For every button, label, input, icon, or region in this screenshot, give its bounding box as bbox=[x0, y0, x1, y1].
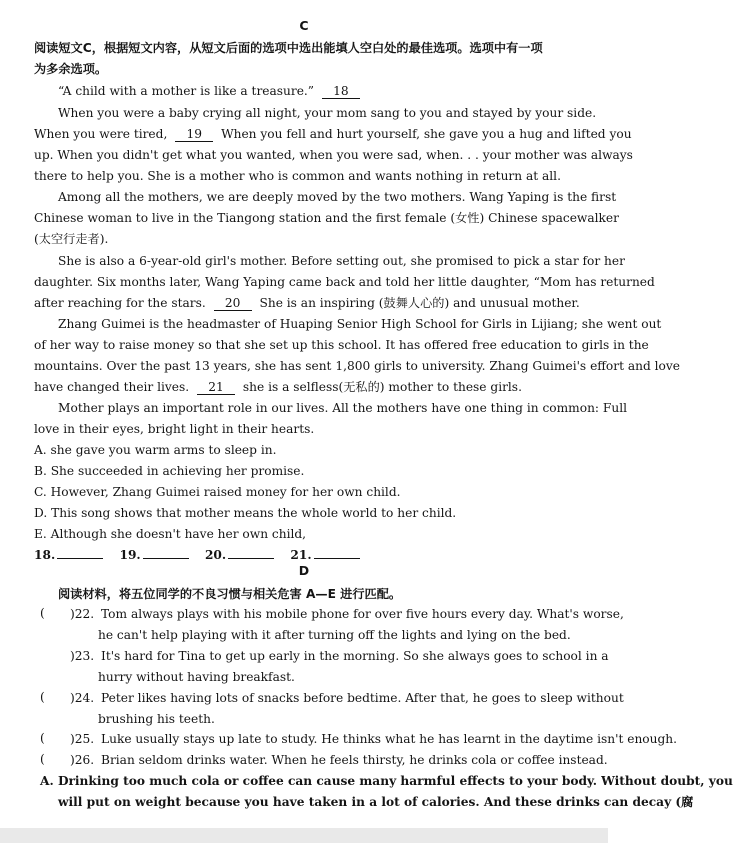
passage-line: love in their eyes, bright light in their hearts. bbox=[34, 422, 315, 436]
question-text: brushing his teeth. bbox=[98, 712, 215, 726]
question-text: Brian seldom drinks water. When he feels thirsty, he drinks cola or coffee instead. bbox=[101, 753, 608, 767]
passage-text: have changed their lives. bbox=[34, 380, 190, 394]
option-a: A. she gave you warm arms to sleep in. bbox=[34, 443, 277, 457]
question-number: )22. bbox=[70, 607, 95, 621]
passage-text: When you were tired, bbox=[34, 127, 168, 141]
answer-label-20: 20. bbox=[204, 548, 227, 562]
question-number: )26. bbox=[70, 753, 95, 767]
question-text: Peter likes having lots of snacks before bedtime. After that, he goes to sleep without bbox=[101, 691, 624, 705]
passage-line: up. When you didn't get what you wanted, when you were sad, when. . . your mother was always bbox=[34, 148, 633, 162]
question-number: )23. bbox=[70, 649, 95, 663]
passage-line: daughter. Six months later, Wang Yaping came back and told her little daughter, “Mom has returned bbox=[34, 275, 655, 289]
match-option-a-cont: will put on weight because you have taken in a lot of calories. And these drinks can decay (腐 bbox=[58, 795, 694, 809]
passage-line: Zhang Guimei is the headmaster of Huaping Senior High School for Girls in Lijiang; she went out bbox=[58, 317, 662, 331]
section-d-heading: D bbox=[298, 563, 310, 578]
section-d-instruction: 阅读材料，将五位同学的不良习惯与相关危害 A—E 进行匹配。 bbox=[58, 587, 402, 601]
passage-line: mountains. Over the past 13 years, she has sent 1,800 girls to university. Zhang Guimei's effort and love bbox=[34, 359, 680, 373]
blank-18: 18 bbox=[322, 84, 360, 99]
passage-text: she is a selfless(无私的) mother to these girls. bbox=[242, 380, 522, 394]
passage-text: after reaching for the stars. bbox=[34, 296, 206, 310]
answer-field-18[interactable] bbox=[57, 546, 103, 559]
passage-text: She is an inspiring (鼓舞人心的) and unusual mother. bbox=[259, 296, 580, 310]
passage-text: When you fell and hurt yourself, she gave you a hug and lifted you bbox=[221, 127, 632, 141]
blank-20: 20 bbox=[214, 296, 252, 311]
passage-line: Among all the mothers, we are deeply moved by the two mothers. Wang Yaping is the first bbox=[58, 190, 617, 204]
passage-line: Chinese woman to live in the Tiangong station and the first female (女性) Chinese spacewalker bbox=[34, 211, 619, 225]
answer-field-20[interactable] bbox=[228, 546, 274, 559]
option-c: C. However, Zhang Guimei raised money for her own child. bbox=[34, 485, 401, 499]
answer-paren[interactable]: ( bbox=[40, 606, 45, 620]
answer-paren[interactable]: ( bbox=[40, 731, 45, 745]
passage-line: there to help you. She is a mother who is common and wants nothing in return at all. bbox=[34, 169, 561, 183]
option-d: D. This song shows that mother means the whole world to her child. bbox=[34, 506, 457, 520]
match-option-a: A. Drinking too much cola or coffee can cause many harmful effects to your body. Without doubt, you bbox=[40, 774, 733, 788]
answer-label-21: 21. bbox=[290, 548, 312, 562]
section-c-instruction: 阅读短文C，根据短文内容，从短文后面的选项中选出能填人空白处的最佳选项。选项中有一项 bbox=[34, 41, 543, 55]
passage-line: of her way to raise money so that she set up this school. It has offered free education to girls in the bbox=[34, 338, 649, 352]
passage-line: (太空行走者). bbox=[34, 232, 109, 246]
passage-line: Mother plays an important role in our lives. All the mothers have one thing in common: Full bbox=[58, 401, 628, 415]
passage-line: She is also a 6-year-old girl's mother. Before setting out, she promised to pick a star for her bbox=[58, 254, 625, 268]
question-number: )25. bbox=[70, 732, 95, 746]
passage-quote: “A child with a mother is like a treasure.” bbox=[58, 84, 315, 98]
answer-label-18: 18. bbox=[34, 548, 56, 562]
blank-21: 21 bbox=[197, 380, 235, 395]
blank-19: 19 bbox=[175, 127, 213, 142]
option-e: E. Although she doesn't have her own child, bbox=[34, 527, 307, 541]
page-bottom-strip bbox=[0, 828, 608, 843]
passage-line bbox=[34, 377, 582, 397]
question-text: It's hard for Tina to get up early in the morning. So she always goes to school in a bbox=[101, 649, 609, 663]
question-number: )24. bbox=[70, 691, 95, 705]
answer-label-19: 19. bbox=[119, 548, 141, 562]
answer-field-21[interactable] bbox=[314, 546, 360, 559]
answer-row bbox=[34, 545, 582, 565]
question-text: Tom always plays with his mobile phone for over five hours every day. What's worse, bbox=[101, 607, 624, 621]
answer-paren[interactable]: ( bbox=[40, 690, 45, 704]
section-c-instruction-cont: 为多余选项。 bbox=[34, 62, 108, 76]
passage-quote-line bbox=[58, 81, 582, 101]
passage-line: When you were a baby crying all night, your mom sang to you and stayed by your side. bbox=[58, 106, 597, 120]
option-b: B. She succeeded in achieving her promise. bbox=[34, 464, 305, 478]
question-text: hurry without having breakfast. bbox=[98, 670, 295, 684]
question-text: Luke usually stays up late to study. He thinks what he has learnt in the daytime isn't enough. bbox=[101, 732, 678, 746]
question-text: he can't help playing with it after turning off the lights and lying on the bed. bbox=[98, 628, 571, 642]
passage-line bbox=[34, 124, 632, 144]
section-c-heading: C bbox=[299, 18, 309, 33]
passage-line bbox=[34, 293, 582, 313]
answer-paren[interactable]: ( bbox=[40, 752, 45, 766]
answer-field-19[interactable] bbox=[143, 546, 189, 559]
